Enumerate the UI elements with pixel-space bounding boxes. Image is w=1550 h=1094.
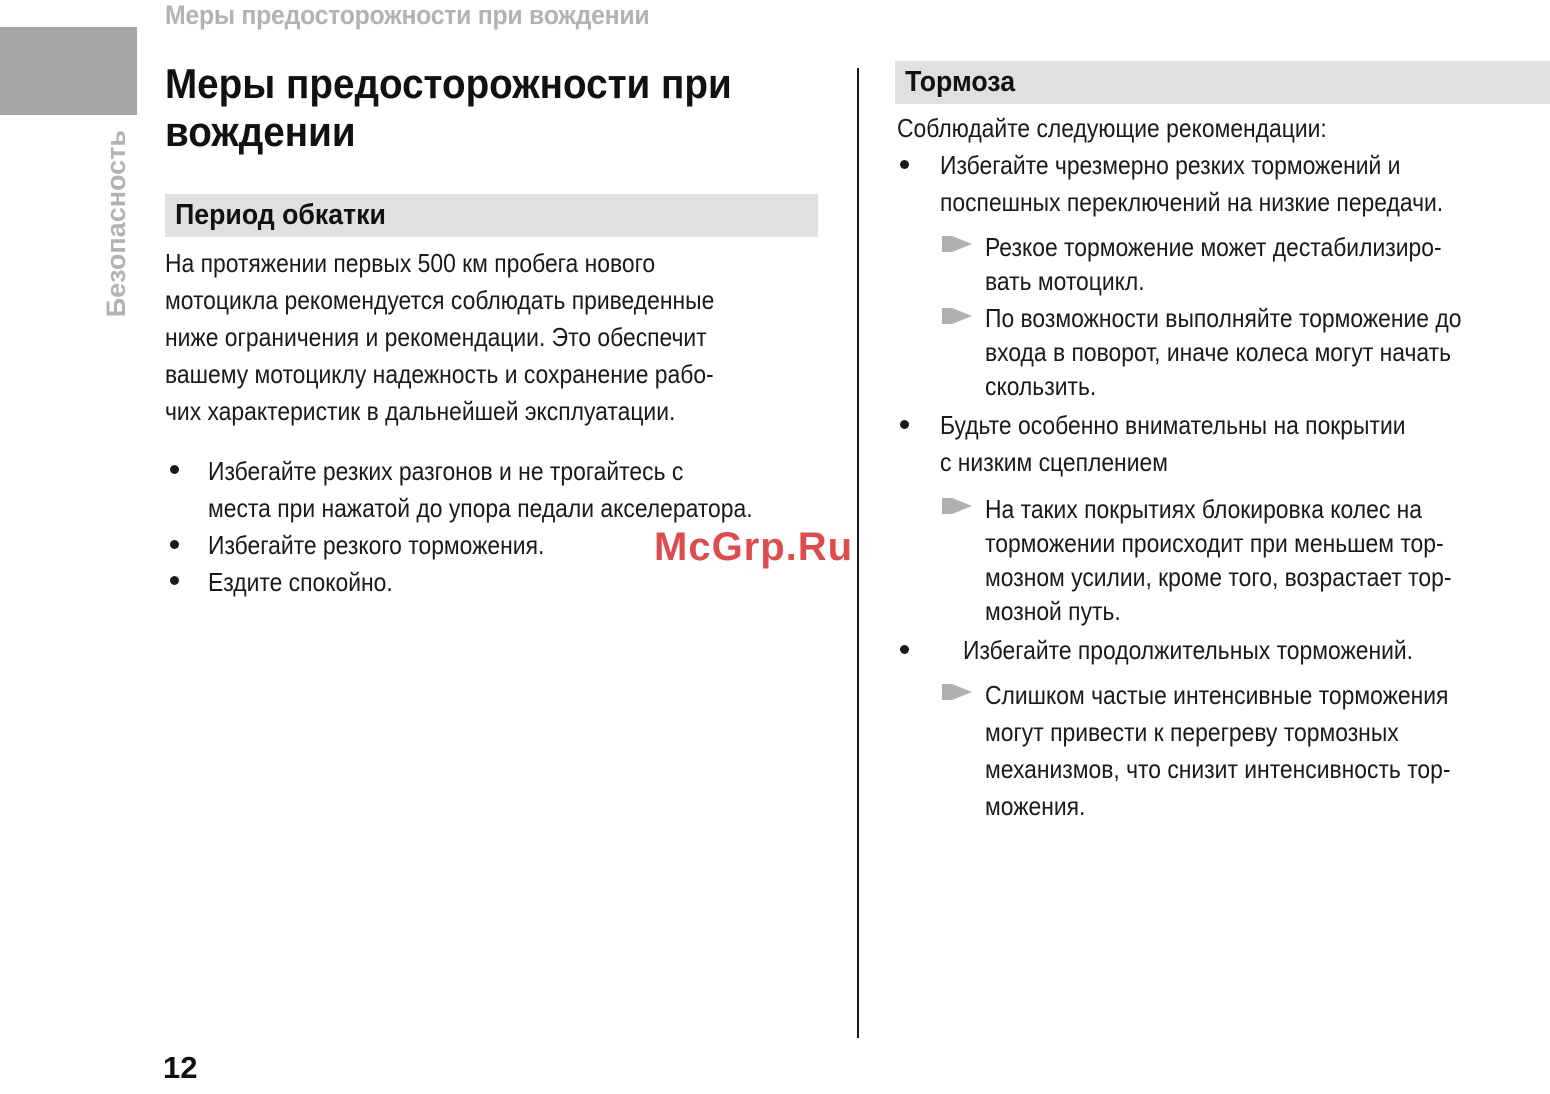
note-text [985, 300, 1461, 405]
note-line: На таких покрытиях блокировка колес на [985, 494, 1423, 524]
note-arrow-icon [942, 498, 972, 514]
note-arrow-icon [942, 236, 972, 252]
intro-line: ниже ограничения и рекомендации. Это обеспечит [165, 322, 707, 352]
list-item-line: места при нажатой до упора педали акселератора. [208, 493, 753, 523]
page-title-line-1: Меры предосторожности при [165, 60, 732, 107]
list-item-line: Избегайте резких разгонов и не трогайтесь с [208, 456, 684, 486]
note-text [985, 229, 1442, 300]
bullet-icon [900, 645, 909, 654]
section-heading-bar-break-in [165, 194, 818, 237]
note-arrow-icon [942, 308, 972, 324]
note-line: По возможности выполняйте торможение до [985, 303, 1462, 333]
list-item-line: с низким сцеплением [940, 447, 1168, 477]
note-line: Слишком частые интенсивные торможения [985, 680, 1449, 710]
note-line: скользить. [985, 371, 1097, 401]
section-heading-bar-brakes [895, 61, 1550, 104]
list-item [940, 407, 1406, 481]
bullet-icon [170, 540, 179, 549]
bullet-icon [170, 576, 179, 585]
bullet-icon [900, 160, 909, 169]
note-line: могут привести к перегреву тормозных [985, 717, 1399, 747]
list-item [940, 147, 1443, 221]
list-item [208, 527, 544, 564]
note-text [985, 677, 1451, 825]
side-tab-block [0, 27, 137, 115]
note-line: вать мотоцикл. [985, 266, 1145, 296]
list-item-line: Избегайте продолжительных торможений. [963, 635, 1414, 665]
note-line: мозном усилии, кроме того, возрастает тор- [985, 562, 1452, 592]
note-line: механизмов, что снизит интенсивность тор- [985, 754, 1451, 784]
note-line: можения. [985, 791, 1086, 821]
list-item-line: Избегайте резкого торможения. [208, 530, 545, 560]
running-header: Меры предосторожности при вождении [165, 0, 650, 30]
section-heading-break-in: Период обкатки [175, 199, 386, 231]
side-tab-label-wrap [96, 130, 136, 340]
list-item [208, 453, 753, 527]
intro-line: На протяжении первых 500 км пробега нового [165, 248, 656, 278]
intro-paragraph [165, 245, 714, 430]
note-text [985, 491, 1451, 630]
intro-line: мотоцикла рекомендуется соблюдать приведенные [165, 285, 715, 315]
note-line: входа в поворот, иначе колеса могут начать [985, 337, 1452, 367]
list-item-line: Избегайте чрезмерно резких торможений и [940, 150, 1401, 180]
list-item-line: Будьте особенно внимательны на покрытии [940, 410, 1406, 440]
list-item [963, 632, 1413, 669]
note-arrow-icon [942, 684, 972, 700]
watermark: McGrp.Ru [654, 525, 854, 569]
brakes-intro: Соблюдайте следующие рекомендации: [897, 113, 1327, 143]
note-line: торможении происходит при меньшем тор- [985, 528, 1444, 558]
bullet-icon [900, 420, 909, 429]
page-number: 12 [163, 1050, 198, 1085]
note-line: Резкое торможение может дестабилизиро- [985, 232, 1442, 262]
side-tab-label: Безопасность [101, 130, 131, 318]
bullet-icon [170, 465, 179, 474]
list-item-line: Ездите спокойно. [208, 567, 393, 597]
column-divider [857, 68, 859, 1038]
page-title [165, 60, 754, 156]
section-heading-brakes: Тормоза [905, 66, 1016, 98]
intro-line: вашему мотоциклу надежность и сохранение рабо- [165, 359, 714, 389]
note-line: мозной путь. [985, 596, 1121, 626]
intro-line: чих характеристик в дальнейшей эксплуатации. [165, 396, 676, 426]
page-title-line-2: вождении [165, 108, 356, 155]
list-item [208, 564, 393, 601]
list-item-line: поспешных переключений на низкие передачи. [940, 187, 1444, 217]
